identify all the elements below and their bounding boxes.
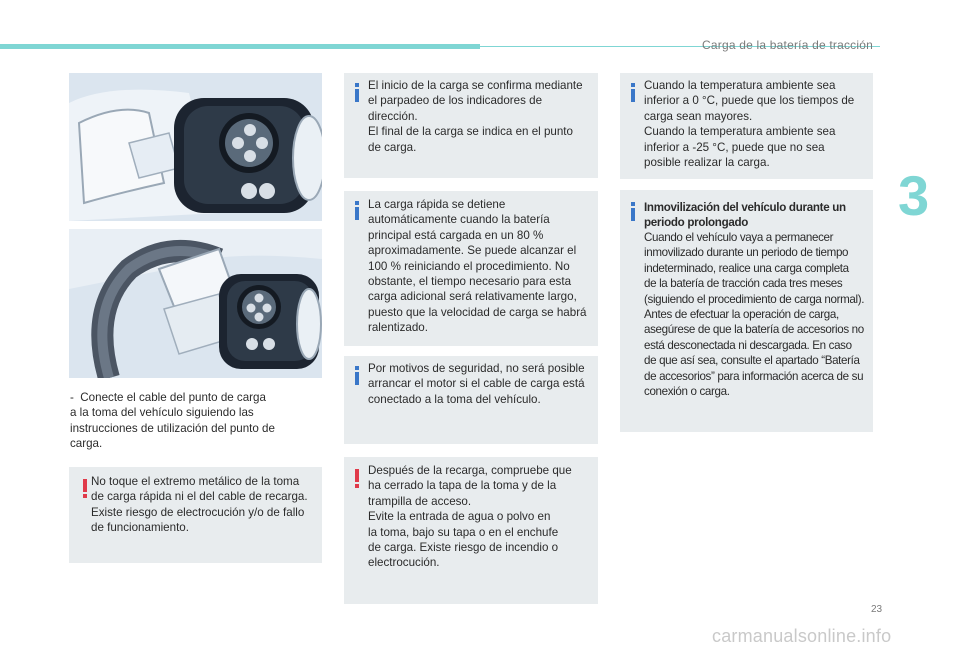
watermark: carmanualsonline.info bbox=[712, 626, 892, 646]
info-box-long-immobilization bbox=[620, 190, 873, 432]
warning-text: No toque el extremo metálico de la toma de carga rápida ni el del cable de recarga. Existe riesgo de electrocución y/o de fallo de funcionamiento. bbox=[91, 475, 308, 535]
section-title: Carga de la batería de tracción bbox=[702, 38, 873, 52]
info-title: Inmovilización del vehículo durante un periodo prolongado bbox=[644, 201, 846, 230]
header-accent-bar bbox=[0, 44, 480, 49]
info-text: Cuando el vehículo vaya a permanecer inmovilizado durante un periodo de tiempo indeterminado, realice una carga completa de la batería de tracción cada tres meses (siguiendo el procedimiento de carga normal). Antes de efectuar la operación de carga, asegúrese de que la batería de accesorios no está desconectada ni descargada. En caso de que así sea, consulte el apartado “Batería de accesorios” para información acerca de su conexión o carga. bbox=[644, 231, 865, 399]
info-box-safety bbox=[344, 356, 598, 444]
info-box-charge-start bbox=[344, 73, 598, 178]
warning-box-after-charge bbox=[344, 457, 598, 604]
info-box-fast-charge bbox=[344, 191, 598, 346]
info-box-temperature bbox=[620, 73, 873, 179]
info-text: Por motivos de seguridad, no será posible arrancar el motor si el cable de carga está conectado a la toma del vehículo. bbox=[368, 362, 585, 406]
warning-text: Después de la recarga, compruebe que ha cerrado la tapa de la toma y de la trampilla de acceso. Evite la entrada de agua o polvo en la toma, bajo su tapa o en el enchufe de carga. Existe riesgo de incendio o electrocución. bbox=[368, 464, 572, 570]
chapter-number: 3 bbox=[898, 164, 930, 227]
page-number: 23 bbox=[871, 604, 883, 615]
warning-box-metal-contact bbox=[69, 467, 322, 563]
info-text: La carga rápida se detiene automáticamente cuando la batería principal está cargada en un 80 % aproximadamente. Se puede alcanzar el 100 % reiniciando el procedimiento. No obstante, el tiempo necesario para esta carga adicional será relativamente largo, puesto que la velocidad de carga se habrá ralentizado. bbox=[368, 198, 587, 335]
info-text: Cuando la temperatura ambiente sea inferior a 0 °C, puede que los tiempos de carga sean mayores. Cuando la temperatura ambiente sea inferior a -25 °C, puede que no sea posible realizar la carga. bbox=[644, 79, 855, 170]
charging-plug-photo bbox=[69, 229, 322, 378]
info-text: El inicio de la carga se confirma mediante el parpadeo de los indicadores de dirección. El final de la carga se indica en el punto de carga. bbox=[368, 79, 583, 154]
charging-instruction: - Conecte el cable del punto de carga a la toma del vehículo siguiendo las instrucciones de utilización del punto de carga. bbox=[70, 391, 275, 451]
charging-socket-photo bbox=[69, 73, 322, 221]
